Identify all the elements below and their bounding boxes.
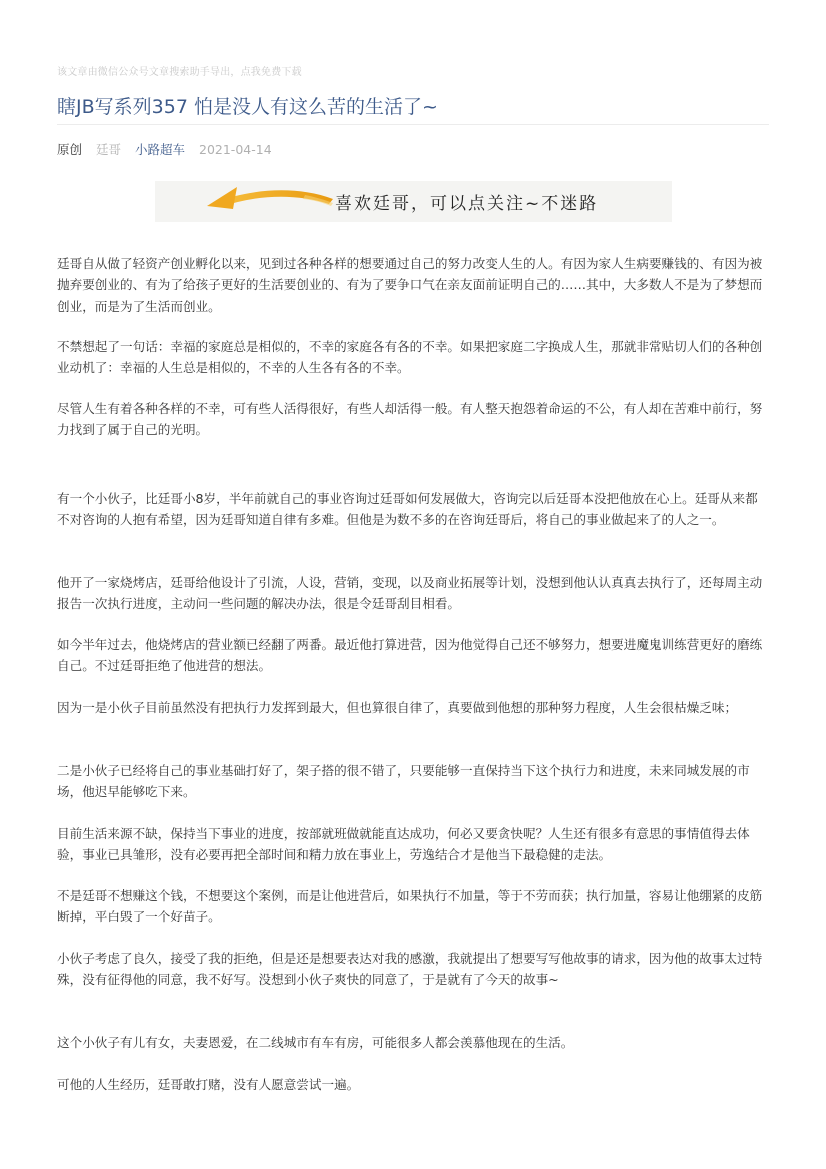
paragraph: 他开了一家烧烤店，廷哥给他设计了引流，人设，营销，变现，以及商业拓展等计划，没想到他认认真真去执行了，还每周主动报告一次执行进度，主动问一些问题的解决办法，很是令廷哥刮目相看。 xyxy=(57,575,763,612)
paragraph: 廷哥自从做了轻资产创业孵化以来，见到过各种各样的想要通过自己的努力改变人生的人。有因为家人生病要赚钱的、有因为被抛弃要创业的、有为了给孩子更好的生活要创业的、有为了要争口气在亲友面前证明自己的……其中，大多数人不是为了梦想而创业，而是为了生活而创业。 xyxy=(57,256,763,314)
paragraph: 这个小伙子有儿有女，夫妻恩爱，在二线城市有车有房，可能很多人都会羡慕他现在的生活。 xyxy=(57,1035,574,1050)
paragraph: 因为一是小伙子目前虽然没有把执行力发挥到最大，但也算很自律了，真要做到他想的那种努力程度，人生会很枯燥乏味； xyxy=(57,700,738,715)
paragraph: 有一个小伙子，比廷哥小8岁，半年前就自己的事业咨询过廷哥如何发展做大，咨询完以后廷哥本没把他放在心上。廷哥从来都不对咨询的人抱有希望，因为廷哥知道自律有多难。但他是为数不多的在咨询廷哥后，将自己的事业做起来了的人之一。 xyxy=(57,491,758,528)
article-meta xyxy=(57,140,282,158)
paragraph: 目前生活来源不缺，保持当下事业的进度，按部就班做就能直达成功，何必又要贪快呢？人生还有很多有意思的事情值得去体验，事业已具雏形，没有必要再把全部时间和精力放在事业上，劳逸结合才是他当下最稳健的走法。 xyxy=(57,826,750,863)
article-title: 瞎JB写系列357 怕是没人有这么苦的生活了~ xyxy=(57,96,438,118)
paragraph: 尽管人生有着各种各样的不幸，可有些人活得很好，有些人却活得一般。有人整天抱怨着命运的不公，有人却在苦难中前行，努力找到了属于自己的光明。 xyxy=(57,401,763,438)
paragraph: 二是小伙子已经将自己的事业基础打好了，架子搭的很不错了，只要能够一直保持当下这个执行力和进度，未来同城发展的市场，他迟早能够吃下来。 xyxy=(57,763,750,800)
paragraph: 可他的人生经历，廷哥敢打赌，没有人愿意尝试一遍。 xyxy=(57,1077,360,1092)
original-label: 原创 xyxy=(57,142,83,157)
publish-date: 2021-04-14 xyxy=(199,142,272,157)
follow-banner xyxy=(155,181,672,222)
export-note-link[interactable]: 该文章由微信公众号文章搜索助手导出，点我免费下载 xyxy=(57,67,302,78)
paragraph: 如今半年过去，他烧烤店的营业额已经翻了两番。最近他打算进营，因为他觉得自己还不够努力，想要进魔鬼训练营更好的磨练自己。不过廷哥拒绝了他进营的想法。 xyxy=(57,637,763,674)
title-divider xyxy=(57,124,769,125)
banner-text: 喜欢廷哥，可以点关注~不迷路 xyxy=(335,194,599,214)
author-name: 廷哥 xyxy=(96,142,122,157)
paragraph: 不是廷哥不想赚这个钱，不想要这个案例，而是让他进营后，如果执行不加量，等于不劳而获；执行加量，容易让他绷紧的皮筋断掉，平白毁了一个好苗子。 xyxy=(57,888,763,925)
paragraph: 小伙子考虑了良久，接受了我的拒绝，但是还是想要表达对我的感激，我就提出了想要写写他故事的请求，因为他的故事太过特殊，没有征得他的同意，我不好写。没想到小伙子爽快的同意了，于是就有了今天的故事~ xyxy=(57,951,763,988)
paragraph: 不禁想起了一句话：幸福的家庭总是相似的，不幸的家庭各有各的不幸。如果把家庭二字换成人生，那就非常贴切人们的各种创业动机了：幸福的人生总是相似的，不幸的人生各有各的不幸。 xyxy=(57,339,763,376)
account-link[interactable]: 小路超车 xyxy=(135,142,186,157)
